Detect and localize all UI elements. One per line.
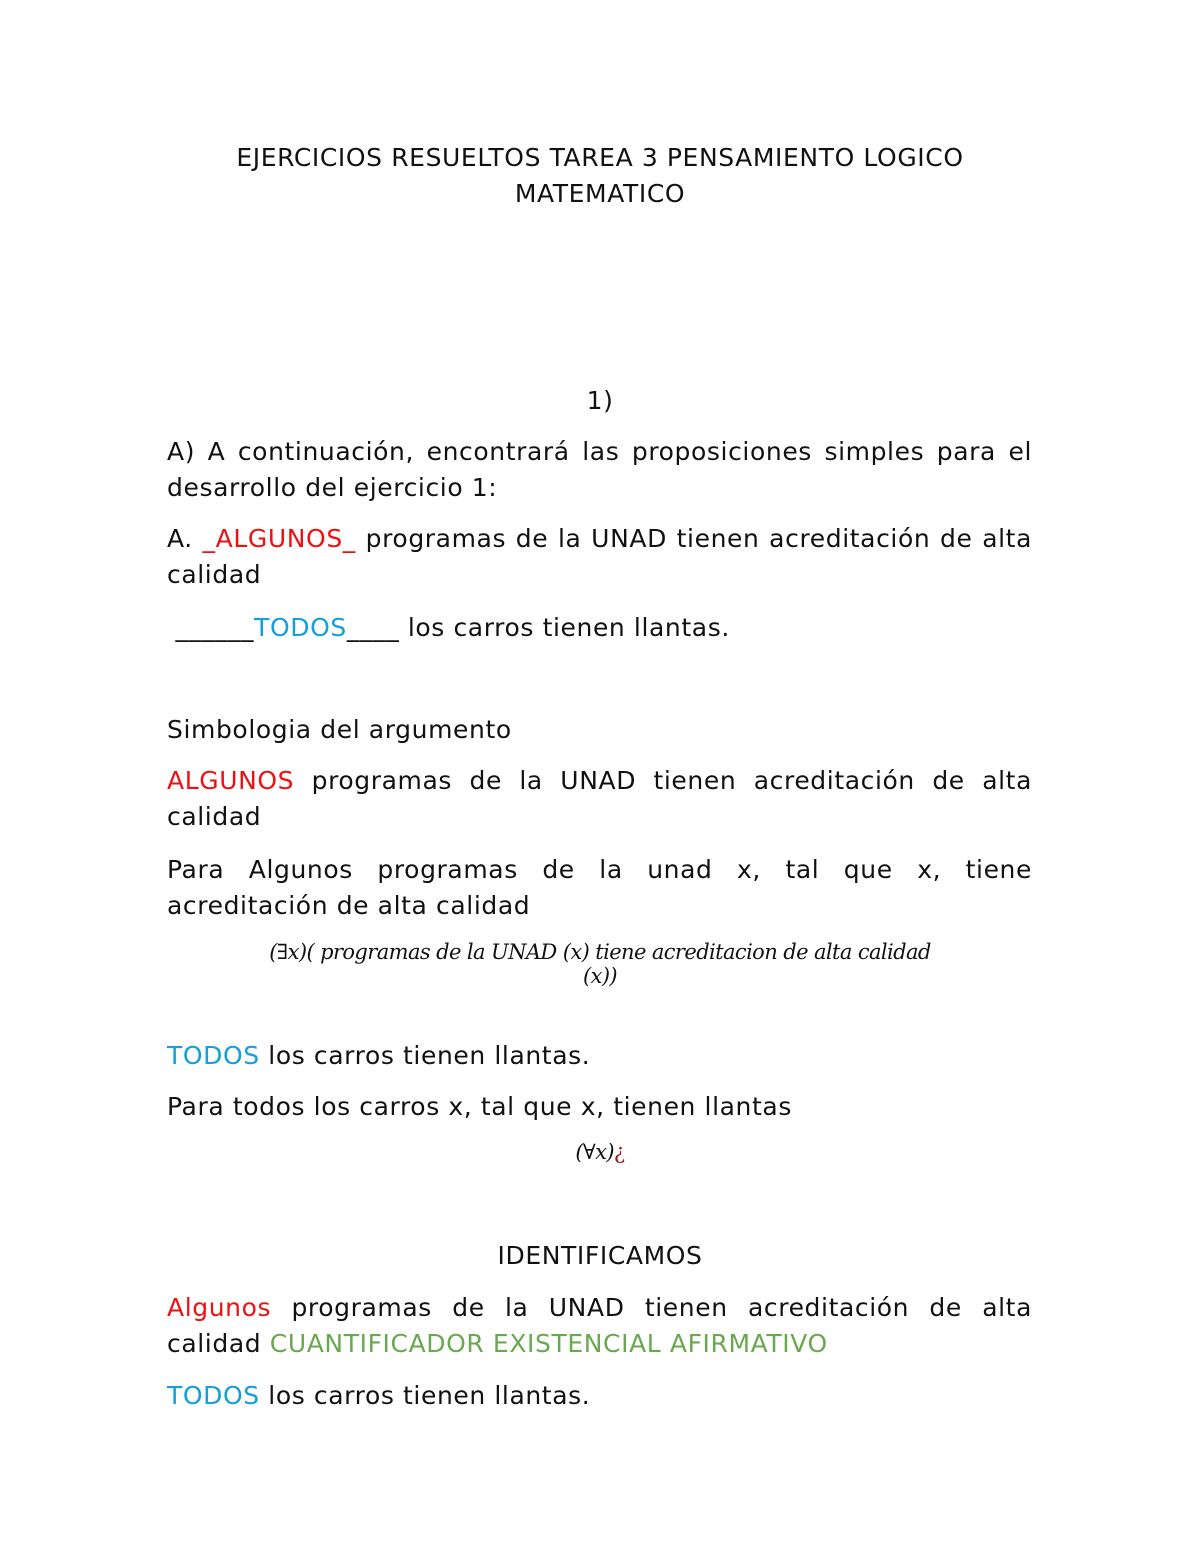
identify-heading: IDENTIFICAMOS <box>497 1241 703 1270</box>
statement-2-text: los carros tienen llantas. <box>259 1041 591 1070</box>
statement-1-text: programas de la UNAD tienen acreditación de alta calidad <box>167 766 1032 831</box>
proposition-a-text: programas de la UNAD tienen acreditación de alta calidad <box>167 524 1033 589</box>
quantifier-algunos: _ALGUNOS_ <box>202 524 356 553</box>
document-title <box>100 140 1100 212</box>
identify-1-text: programas de la UNAD tienen acreditación de alta calidad <box>167 1293 1032 1358</box>
proposition-a <box>167 521 1032 593</box>
formula-universal-tail: ¿ <box>613 1140 625 1164</box>
quantifier-todos: TODOS <box>254 613 347 642</box>
identify-statement-2 <box>167 1378 1032 1414</box>
existential-quantifier-label: CUANTIFICADOR EXISTENCIAL AFIRMATIVO <box>269 1329 828 1358</box>
intro-paragraph: A) A continuación, encontrará las proposiciones simples para el desarrollo del ejercicio 1: <box>167 437 1032 502</box>
identify-2-text: los carros tienen llantas. <box>259 1381 591 1410</box>
quantifier-algunos: Algunos <box>167 1293 272 1322</box>
identify-statement-1 <box>167 1290 1032 1362</box>
formula-universal-main: (∀x) <box>575 1140 614 1164</box>
title-line-2: MATEMATICO <box>514 179 686 208</box>
title-line-1: EJERCICIOS RESUELTOS TAREA 3 PENSAMIENTO LOGICO <box>236 143 964 172</box>
proposition-b <box>167 610 1032 646</box>
symbolic-heading: Simbologia del argumento <box>167 715 512 744</box>
formula-universal <box>500 1140 700 1164</box>
proposition-b-text: ____ los carros tienen llantas. <box>346 613 730 642</box>
blank-line: ______ <box>167 613 255 642</box>
symbolic-paraphrase-2: Para todos los carros x, tal que x, tienen llantas <box>167 1092 792 1121</box>
symbolic-statement-1 <box>167 763 1032 835</box>
symbolic-statement-2 <box>167 1038 1032 1074</box>
symbolic-paraphrase-1: Para Algunos programas de la unad x, tal que x, tiene acreditación de alta calidad <box>167 855 1032 920</box>
quantifier-algunos: ALGUNOS <box>167 766 295 795</box>
section-number: 1) <box>586 386 614 415</box>
quantifier-todos: TODOS <box>167 1381 260 1410</box>
formula-existential: (∃x)( programas de la UNAD (x) tiene acreditacion de alta calidad (x)) <box>269 940 931 988</box>
quantifier-todos: TODOS <box>167 1041 260 1070</box>
proposition-a-prefix: A. <box>167 524 203 553</box>
